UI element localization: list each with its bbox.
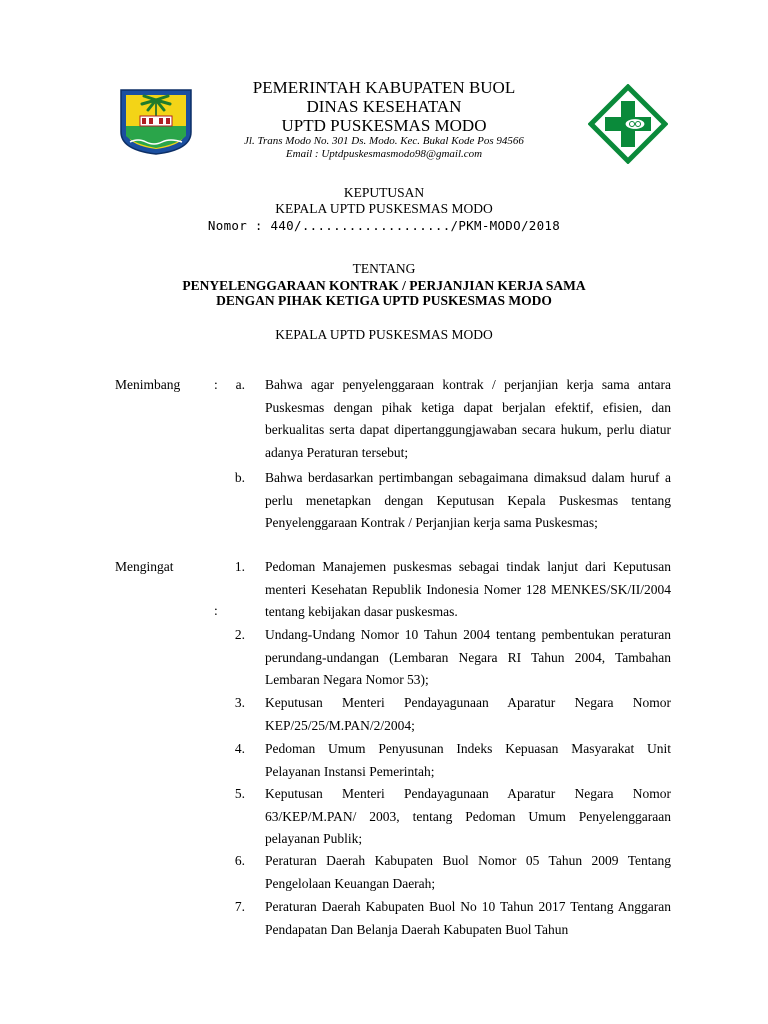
recalling-item-5: Keputusan Menteri Pendayagunaan Aparatur Negara Nomor 63/KEP/M.PAN/ 2003, tentang Pedoman Umum Penyelenggaraan pelayanan Publik; (265, 786, 671, 846)
header-email: Email : Uptdpuskesmasmodo98@gmail.com (285, 148, 483, 160)
subject-line-2: DENGAN PIHAK KETIGA UPTD PUSKESMAS MODO (216, 293, 552, 308)
header-unit: UPTD PUSKESMAS MODO (281, 116, 487, 135)
recalling-item-1: Pedoman Manajemen puskesmas sebagai tindak lanjut dari Keputusan menteri Kesehatan Republik Indonesia Nomer 128 MENKES/SK/II/2004 tentang kebijakan dasar puskesmas. (265, 559, 671, 619)
header-department: DINAS KESEHATAN (306, 97, 462, 116)
recalling-item-6: Peraturan Daerah Kabupaten Buol Nomor 05 Tahun 2009 Tentang Pengelolaan Keuangan Daerah; (265, 853, 671, 891)
subject-about: TENTANG (352, 261, 416, 276)
recalling-item-3: Keputusan Menteri Pendayagunaan Aparatur Negara Nomor KEP/25/25/M.PAN/2/2004; (265, 695, 671, 733)
considering-label: Menimbang (115, 377, 181, 392)
recalling-marker-7: 7. (234, 899, 245, 914)
considering-marker-b: b. (234, 470, 245, 485)
recalling-colon: : (214, 603, 218, 618)
recalling-marker-2: 2. (234, 627, 245, 642)
decree-issuer-title: KEPALA UPTD PUSKESMAS MODO (275, 201, 493, 216)
recalling-marker-5: 5. (234, 786, 245, 801)
decree-number: Nomor : 440/.................../PKM-MODO/2018 (207, 218, 561, 233)
recalling-marker-1: 1. (234, 559, 245, 574)
header-address: Jl. Trans Modo No. 301 Ds. Modo. Kec. Bukal Kode Pos 94566 (244, 135, 524, 147)
recalling-marker-4: 4. (234, 741, 245, 756)
recalling-marker-6: 6. (234, 853, 245, 868)
recalling-item-2: Undang-Undang Nomor 10 Tahun 2004 tentang pembentukan peraturan perundang-undangan (Lembaran Negara RI Tahun 2004, Tambahan Lembaran Negara Nomor 53); (265, 627, 671, 687)
recalling-marker-3: 3. (234, 695, 245, 710)
subject-line-1: PENYELENGGARAAN KONTRAK / PERJANJIAN KERJA SAMA (182, 278, 586, 293)
recalling-label: Mengingat (115, 559, 174, 574)
header-government: PEMERINTAH KABUPATEN BUOL (252, 78, 516, 97)
recalling-item-7: Peraturan Daerah Kabupaten Buol No 10 Tahun 2017 Tentang Anggaran Pendapatan Dan Belanja Daerah Kabupaten Buol Tahun (265, 899, 671, 937)
decree-title: KEPUTUSAN (343, 185, 425, 200)
considering-marker-a: a. (235, 377, 245, 392)
issuer-heading: KEPALA UPTD PUSKESMAS MODO (275, 327, 493, 342)
considering-colon: : (214, 377, 218, 392)
recalling-item-4: Pedoman Umum Penyusunan Indeks Kepuasan Masyarakat Unit Pelayanan Instansi Pemerintah; (265, 741, 671, 779)
considering-item-b: Bahwa berdasarkan pertimbangan sebagaimana dimaksud dalam huruf a perlu menetapkan dengan Keputusan Kepala Puskesmas tentang Penyelenggaraan Kontrak / Perjanjian kerja sama Puskesmas; (265, 470, 671, 530)
considering-item-a: Bahwa agar penyelenggaraan kontrak / perjanjian kerja sama antara Puskesmas dengan pihak ketiga dapat berjalan efektif, efisien, dan berkualitas serta dapat dipertanggungjawaban secara hukum, perlu diatur adanya Peraturan tersebut; (265, 377, 671, 460)
